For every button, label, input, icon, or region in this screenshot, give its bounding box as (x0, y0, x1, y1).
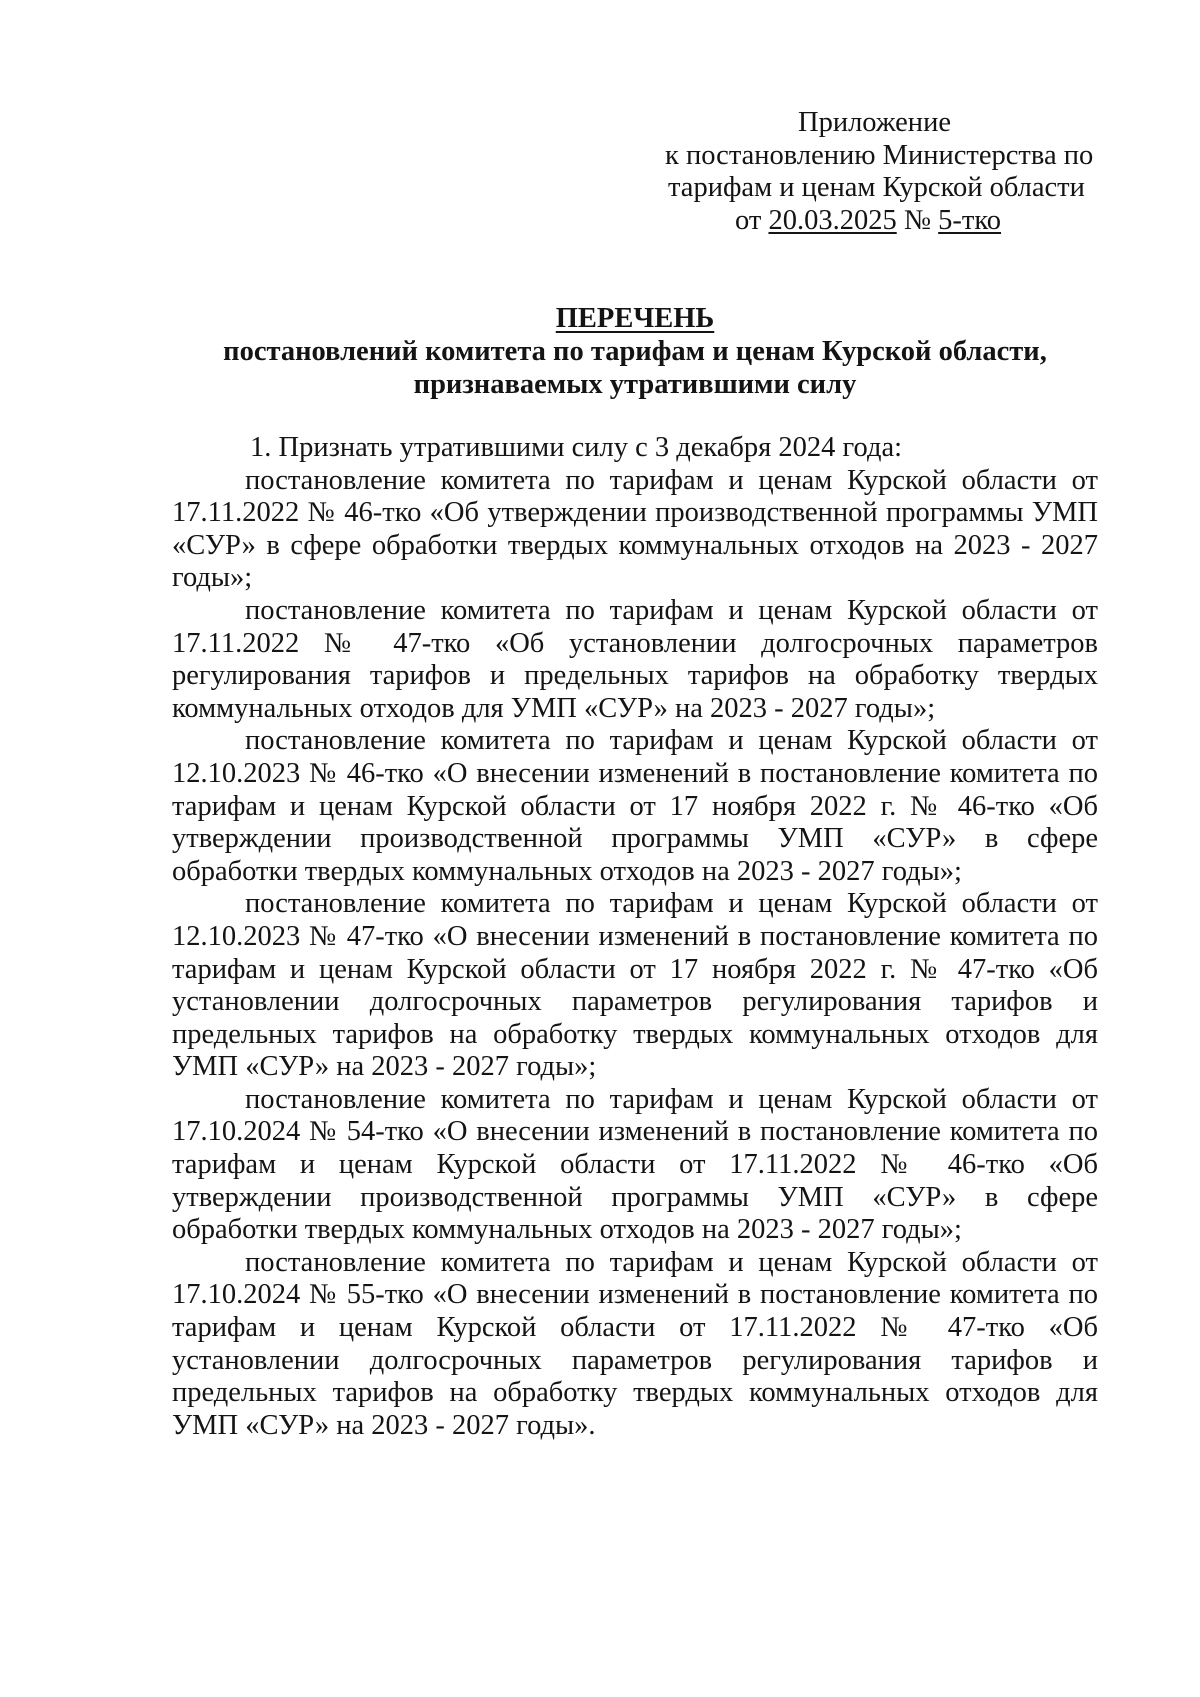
list-item: постановление комитета по тарифам и ценам Курской области от 17.11.2022 № 46-тко «Об утверждении производственной программы УМП «СУР» в сфере обработки твердых коммунальных отходов на 2023 - 2027 годы»; (172, 464, 1098, 594)
list-item: постановление комитета по тарифам и ценам Курской области от 12.10.2023 № 47-тко «О внесении изменений в постановление комитета по тарифам и ценам Курской области от 17 ноября 2022 г. № 47-тко «Об установлении долгосрочных параметров регулирования тарифов и предельных тарифов на обработку твердых коммунальных отходов для УМП «СУР» на 2023 - 2027 годы»; (172, 888, 1098, 1083)
list-item: постановление комитета по тарифам и ценам Курской области от 17.11.2022 № 47-тко «Об установлении долгосрочных параметров регулирования тарифов и предельных тарифов на обработку твердых коммунальных отходов для УМП «СУР» на 2023 - 2027 годы»; (172, 594, 1098, 724)
document-body (172, 432, 1098, 1442)
list-item: постановление комитета по тарифам и ценам Курской области от 17.10.2024 № 55-тко «О внесении изменений в постановление комитета по тарифам и ценам Курской области от 17.11.2022 № 47-тко «Об установлении долгосрочных параметров регулирования тарифов и предельных тарифов на обработку твердых коммунальных отходов для УМП «СУР» на 2023 - 2027 годы». (172, 1246, 1098, 1441)
document-title: ПЕРЕЧЕНЬ (555, 303, 715, 334)
appendix-block (640, 107, 1120, 237)
date-prefix: от (735, 204, 769, 236)
resolution-number: 5-тко (938, 204, 1002, 236)
appendix-reference-line: к постановлению Министерства по (665, 139, 1094, 171)
list-item: постановление комитета по тарифам и ценам Курской области от 17.10.2024 № 54-тко «О внесении изменений в постановление комитета по тарифам и ценам Курской области от 17.11.2022 № 46-тко «Об утверждении производственной программы УМП «СУР» в сфере обработки твердых коммунальных отходов на 2023 - 2027 годы»; (172, 1083, 1098, 1246)
document-subtitle-line-2: признаваемых утратившими силу (413, 369, 857, 400)
appendix-label: Приложение (798, 107, 951, 138)
number-prefix: № (896, 204, 939, 236)
appendix-date-line (640, 205, 1120, 238)
list-item: постановление комитета по тарифам и ценам Курской области от 12.10.2023 № 46-тко «О внесении изменений в постановление комитета по тарифам и ценам Курской области от 17 ноября 2022 г. № 46-тко «Об утверждении производственной программы УМП «СУР» в сфере обработки твердых коммунальных отходов на 2023 - 2027 годы»; (172, 725, 1098, 887)
resolution-date: 20.03.2025 (768, 204, 897, 236)
document-subtitle-line-1: постановлений комитета по тарифам и ценам Курской области, (223, 336, 1047, 367)
intro-paragraph: 1. Признать утратившими силу с 3 декабря 2024 года: (250, 432, 903, 463)
document-heading (170, 302, 1100, 401)
appendix-authority-line: тарифам и ценам Курской области (668, 172, 1085, 203)
